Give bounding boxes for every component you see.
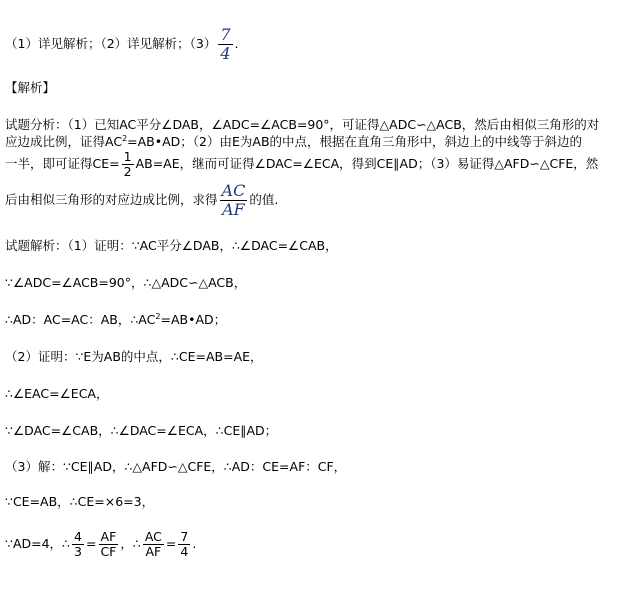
- half-den: 2: [123, 164, 132, 179]
- answer-prefix: （1）详见解析；（2）详见解析；（3）: [5, 36, 217, 51]
- solution-line-1: 试题解析：（1）证明：∵AC平分∠DAB，∴∠DAC=∠CAB，: [5, 238, 338, 253]
- frac-af-cf: [98, 530, 118, 559]
- analysis-line-3a: 一半，即可证得CE=: [5, 156, 120, 171]
- analysis-line-4a: 后由相似三角形的对应边成比例，求得: [5, 192, 218, 207]
- solution-line-3-sup: 2: [155, 311, 161, 321]
- solution-line-9a: ∵AD=4，∴: [5, 536, 71, 551]
- analysis-line-1: 试题分析：（1）已知AC平分∠DAB，∠ADC=∠ACB=90°，可证得△ADC∽△ACB，然后由相似三角形的对: [5, 117, 600, 132]
- frac-7-4: [178, 530, 190, 559]
- analysis-line-2: [5, 134, 582, 150]
- frac-7-4-num: 7: [180, 529, 189, 544]
- answer-line: [5, 26, 239, 63]
- analysis-line-3: [5, 150, 598, 179]
- answer-fraction: [218, 26, 232, 63]
- analysis-half-fraction: [122, 150, 134, 179]
- solution-line-3: [5, 312, 226, 328]
- solution-line-9-eq2: =: [165, 536, 177, 551]
- analysis-line-2-sup: 2: [122, 133, 128, 143]
- solution-line-9-eq: =: [85, 536, 97, 551]
- frac-af-cf-den: CF: [100, 544, 117, 559]
- frac-4-3: [72, 530, 84, 559]
- answer-frac-num: 7: [220, 25, 231, 44]
- ac-af-den: AF: [222, 200, 245, 219]
- solution-line-8: ∵CE=AB，∴CE=×6=3，: [5, 494, 155, 509]
- solution-line-3a: ∴AD：AC=AC：AB，∴AC: [5, 312, 156, 327]
- analysis-line-4: [5, 182, 278, 219]
- solution-line-7: （3）解：∵CE∥AD，∴△AFD∽△CFE，∴AD：CE=AF：CF，: [5, 459, 347, 474]
- analysis-line-3b: AB=AE，继而可证得∠DAC=∠ECA，得到CE∥AD；（3）易证得△AFD∽△CFE，然: [135, 156, 599, 171]
- frac-4-3-num: 4: [74, 529, 82, 544]
- solution-line-2: ∵∠ADC=∠ACB=90°，∴△ADC∽△ACB，: [5, 275, 247, 290]
- solution-line-5: ∴∠EAC=∠ECA，: [5, 386, 109, 401]
- analysis-line-4b: 的值.: [249, 192, 279, 207]
- section-title: 【解析】: [5, 80, 56, 95]
- frac-7-4-den: 4: [180, 544, 189, 559]
- frac-4-3-den: 3: [74, 544, 82, 559]
- frac-ac-af-num: AC: [144, 529, 162, 544]
- frac-af-cf-num: AF: [100, 529, 117, 544]
- solution-line-6: ∵∠DAC=∠CAB，∴∠DAC=∠ECA，∴CE∥AD；: [5, 423, 278, 438]
- frac-ac-af-den: AF: [145, 544, 162, 559]
- solution-line-9-end: .: [192, 536, 197, 551]
- analysis-line-2a: 应边成比例，证得AC: [5, 134, 123, 149]
- solution-line-3b: =AB•AD；: [160, 312, 227, 327]
- solution-line-9: [5, 530, 196, 559]
- solution-line-4: （2）证明：∵E为AB的中点，∴CE=AB=AE，: [5, 349, 263, 364]
- frac-ac-af: [143, 530, 164, 559]
- solution-line-9-mid: ，∴: [120, 536, 141, 551]
- analysis-line-2b: =AB•AD；（2）由E为AB的中点，根据在直角三角形中，斜边上的中线等于斜边的: [127, 134, 583, 149]
- half-num: 1: [123, 149, 132, 164]
- answer-suffix: .: [234, 36, 239, 51]
- ac-af-num: AC: [221, 181, 246, 200]
- ac-af-fraction: [220, 182, 248, 219]
- answer-frac-den: 4: [220, 44, 231, 63]
